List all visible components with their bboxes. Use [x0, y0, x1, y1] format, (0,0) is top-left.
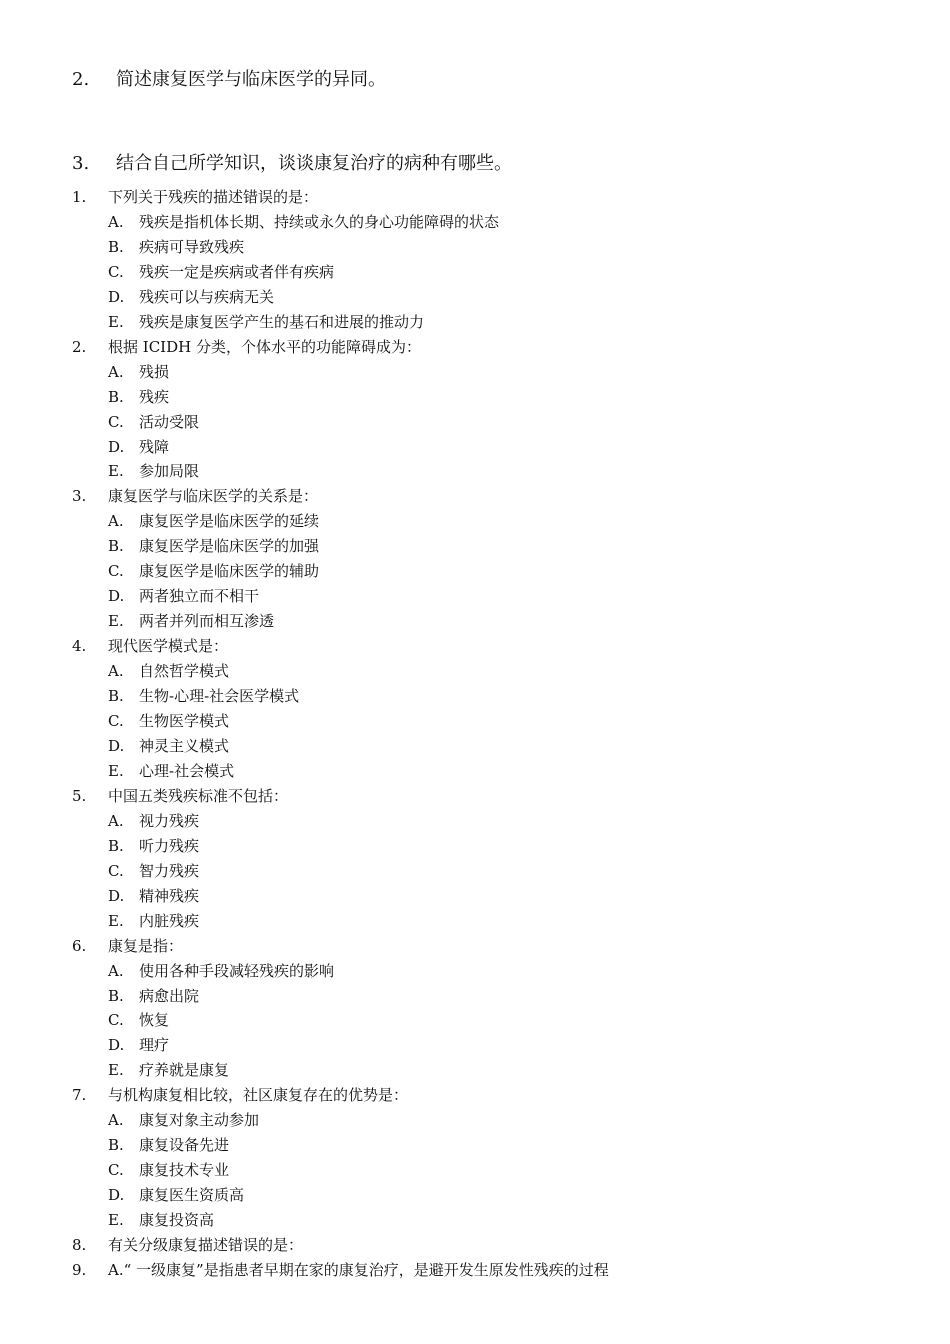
option-text: 精神残疾: [139, 886, 200, 905]
option-letter: D.: [108, 1186, 125, 1205]
option-letter: B.: [108, 687, 124, 706]
answer-option: [72, 959, 932, 984]
option-letter: B.: [108, 237, 124, 256]
option-text: 残障: [139, 437, 170, 456]
answer-option: [72, 734, 932, 759]
option-text: 残损: [139, 362, 170, 381]
option-letter: E.: [108, 312, 124, 331]
essay-text: 结合自己所学知识，谈谈康复治疗的病种有哪些。: [116, 153, 512, 174]
option-letter: A.: [108, 811, 124, 830]
option-letter: A.: [108, 362, 124, 381]
answer-option: [72, 1058, 932, 1083]
question-1: [72, 185, 932, 210]
answer-option: [72, 1008, 932, 1033]
answer-option: [72, 410, 932, 435]
essay-text: 简述康复医学与临床医学的异同。: [116, 69, 386, 90]
answer-option: [72, 435, 932, 460]
option-text: 使用各种手段减轻残疾的影响: [139, 961, 335, 980]
option-text: 疗养就是康复: [139, 1061, 230, 1080]
answer-option: [72, 210, 932, 235]
answer-option: [72, 909, 932, 934]
question-text: 康复是指：: [108, 936, 184, 955]
option-text: 康复投资高: [139, 1211, 215, 1230]
option-letter: B.: [108, 387, 124, 406]
option-text: 两者并列而相互渗透: [139, 612, 275, 631]
option-text: 活动受限: [139, 412, 200, 431]
option-text: 残疾: [139, 387, 170, 406]
option-letter: B.: [108, 986, 124, 1005]
question-number: 7.: [72, 1086, 87, 1105]
option-text: 康复对象主动参加: [139, 1111, 260, 1130]
option-text: 康复医学是临床医学的延续: [139, 512, 320, 531]
option-text: 残疾是指机体长期、持续或永久的身心功能障碍的状态: [139, 212, 500, 231]
option-letter: C.: [108, 712, 124, 731]
option-letter: D.: [108, 886, 125, 905]
essay-question-2: [72, 69, 386, 91]
answer-option: [72, 684, 932, 709]
option-text: 康复设备先进: [139, 1136, 230, 1155]
option-text: 康复医学是临床医学的加强: [139, 537, 320, 556]
option-text: 两者独立而不相干: [139, 587, 260, 606]
question-number: 5.: [72, 786, 87, 805]
option-letter: C.: [108, 861, 124, 880]
option-letter: E.: [108, 1211, 124, 1230]
option-text: 生物医学模式: [139, 712, 230, 731]
answer-option: [72, 285, 932, 310]
answer-option: [72, 809, 932, 834]
option-text: 自然哲学模式: [139, 662, 230, 681]
option-text: 理疗: [139, 1036, 170, 1055]
option-letter: D.: [108, 1036, 125, 1055]
question-number: 2.: [72, 337, 87, 356]
option-text: 残疾一定是疾病或者伴有疾病: [139, 262, 335, 281]
essay-number: 2.: [72, 69, 90, 90]
question-text: 现代医学模式是：: [108, 637, 229, 656]
question-text: 与机构康复相比较，社区康复存在的优势是：: [108, 1086, 409, 1105]
option-letter: E.: [108, 1061, 124, 1080]
option-text: 参加局限: [139, 462, 200, 481]
option-letter: B.: [108, 1136, 124, 1155]
option-letter: A.: [108, 1111, 124, 1130]
option-text: 康复医生资质高: [139, 1186, 245, 1205]
option-text: 疾病可导致残疾: [139, 237, 245, 256]
option-letter: E.: [108, 612, 124, 631]
option-letter: B.: [108, 836, 124, 855]
answer-option: [72, 1108, 932, 1133]
answer-option: [72, 360, 932, 385]
option-text: 生物-心理-社会医学模式: [139, 687, 300, 706]
option-letter: A.: [108, 662, 124, 681]
option-letter: E.: [108, 911, 124, 930]
option-text: 心理-社会模式: [139, 761, 235, 780]
answer-option: [72, 1208, 932, 1233]
option-letter: C.: [108, 1161, 124, 1180]
option-text: 内脏残疾: [139, 911, 200, 930]
answer-option: [72, 1033, 932, 1058]
option-letter: D.: [108, 736, 125, 755]
question-2: [72, 335, 932, 360]
answer-option: [72, 1133, 932, 1158]
answer-option: [72, 1183, 932, 1208]
option-letter: D.: [108, 437, 125, 456]
answer-option: [72, 659, 932, 684]
answer-option: [72, 884, 932, 909]
option-letter: D.: [108, 587, 125, 606]
question-5: [72, 784, 932, 809]
answer-option: [72, 709, 932, 734]
option-text: 残疾可以与疾病无关: [139, 287, 275, 306]
question-number: 4.: [72, 637, 87, 656]
option-letter: B.: [108, 537, 124, 556]
answer-option: [72, 459, 932, 484]
question-number: 3.: [72, 487, 87, 506]
option-text: 病愈出院: [139, 986, 200, 1005]
option-letter: E.: [108, 761, 124, 780]
question-9: [72, 1258, 932, 1283]
question-text: 下列关于残疾的描述错误的是：: [108, 188, 319, 206]
option-letter: E.: [108, 462, 124, 481]
option-text: 康复医学是临床医学的辅助: [139, 562, 320, 581]
answer-option: [72, 1158, 932, 1183]
option-letter: C.: [108, 412, 124, 431]
answer-option: [72, 834, 932, 859]
option-text: 智力残疾: [139, 861, 200, 880]
answer-option: [72, 984, 932, 1009]
question-number: 8.: [72, 1236, 87, 1255]
question-number: 9.: [72, 1260, 87, 1279]
question-text: 有关分级康复描述错误的是：: [108, 1236, 304, 1255]
answer-option: [72, 584, 932, 609]
question-list: [72, 185, 932, 1283]
option-letter: A.: [108, 961, 124, 980]
option-text: 视力残疾: [139, 811, 200, 830]
question-3: [72, 484, 932, 509]
answer-option: [72, 310, 932, 335]
option-text: 康复技术专业: [139, 1161, 230, 1180]
answer-option: [72, 559, 932, 584]
option-letter: C.: [108, 562, 124, 581]
option-letter: A.: [108, 212, 124, 231]
answer-option: [72, 759, 932, 784]
question-text: 根据 ICIDH 分类，个体水平的功能障碍成为：: [108, 337, 421, 356]
question-4: [72, 634, 932, 659]
answer-option: [72, 609, 932, 634]
answer-option: [72, 260, 932, 285]
question-6: [72, 934, 932, 959]
question-number: 6.: [72, 936, 87, 955]
question-text: A.“ 一级康复”是指患者早期在家的康复治疗，是避开发生原发性残疾的过程: [108, 1260, 609, 1279]
answer-option: [72, 385, 932, 410]
question-text: 中国五类残疾标准不包括：: [108, 786, 289, 805]
answer-option: [72, 859, 932, 884]
question-number: 1.: [72, 188, 87, 206]
option-letter: C.: [108, 1011, 124, 1030]
answer-option: [72, 534, 932, 559]
answer-option: [72, 235, 932, 260]
essay-number: 3.: [72, 153, 90, 174]
option-text: 神灵主义模式: [139, 736, 230, 755]
option-letter: C.: [108, 262, 124, 281]
option-text: 恢复: [139, 1011, 170, 1030]
essay-question-3: [72, 153, 512, 175]
question-8: [72, 1233, 932, 1258]
option-text: 残疾是康复医学产生的基石和进展的推动力: [139, 312, 425, 331]
option-letter: D.: [108, 287, 125, 306]
question-text: 康复医学与临床医学的关系是：: [108, 487, 319, 506]
option-letter: A.: [108, 512, 124, 531]
answer-option: [72, 509, 932, 534]
question-7: [72, 1083, 932, 1108]
option-text: 听力残疾: [139, 836, 200, 855]
